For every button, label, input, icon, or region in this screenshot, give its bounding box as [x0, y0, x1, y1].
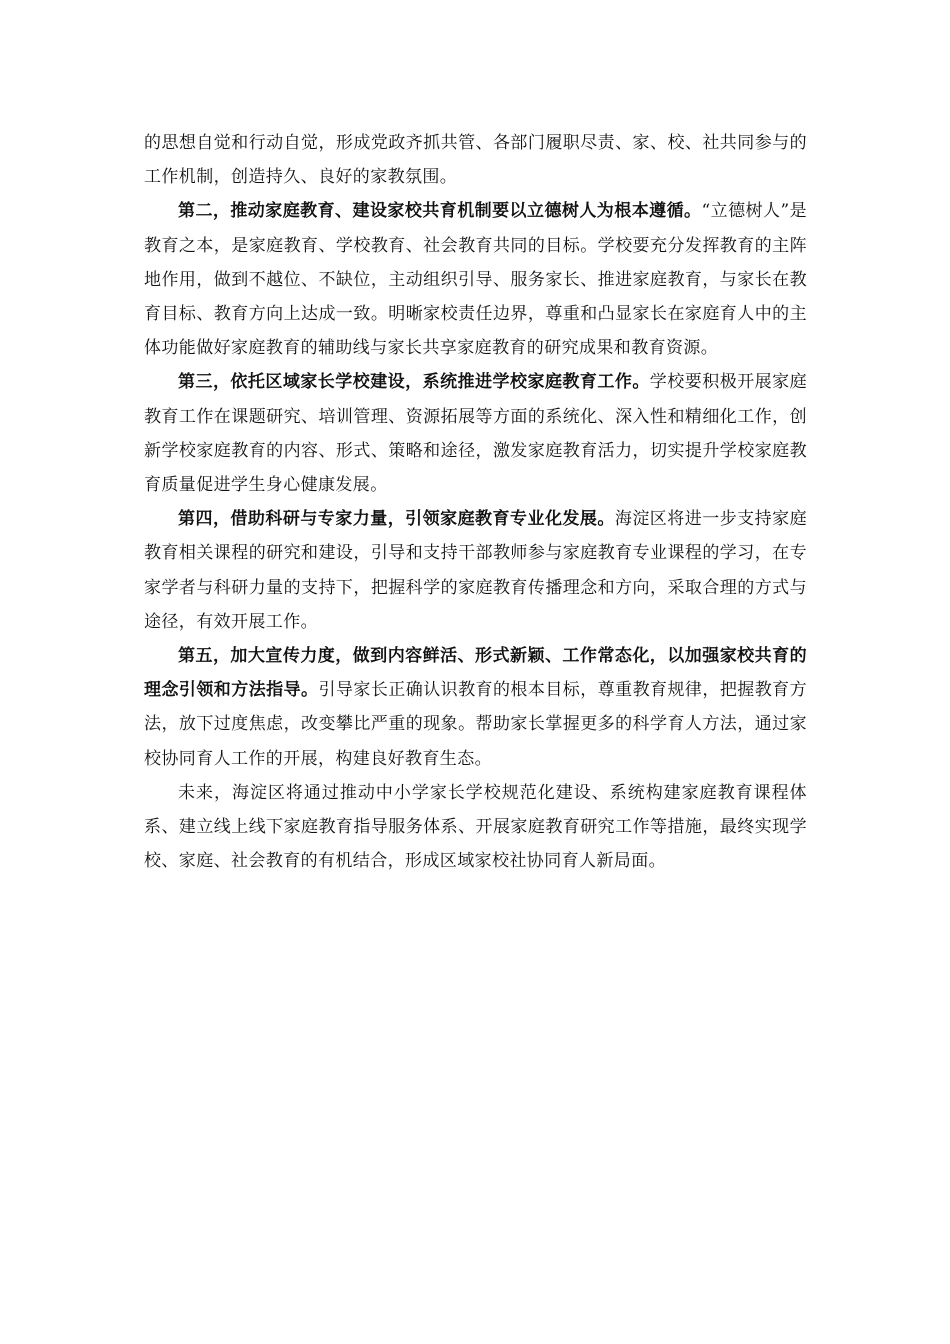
paragraph-text: 未来，海淀区将通过推动中小学家长学校规范化建设、系统构建家庭教育课程体系、建立线上线下家庭教育指导服务体系、开展家庭教育研究工作等措施，最终实现学校、家庭、社会教育的有机结合，形成区域家校社协同育人新局面。 [144, 782, 807, 872]
paragraph-fifth-point [144, 639, 807, 776]
paragraph-continuation [144, 126, 807, 194]
paragraph-fourth-point [144, 502, 807, 639]
paragraph-lead: 第三，依托区域家长学校建设，系统推进学校家庭教育工作。 [178, 372, 650, 393]
document-page [144, 126, 807, 878]
paragraph-conclusion [144, 776, 807, 879]
paragraph-third-point [144, 365, 807, 502]
paragraph-lead: 第四，借助科研与专家力量，引领家庭教育专业化发展。 [178, 509, 615, 530]
paragraph-lead: 第二，推动家庭教育、建设家校共育机制要以立德树人为根本遵循。 [178, 201, 702, 222]
paragraph-second-point [144, 194, 807, 365]
paragraph-text: “立德树人”是教育之本，是家庭教育、学校教育、社会教育共同的目标。学校要充分发挥教育的主阵地作用，做到不越位、不缺位，主动组织引导、服务家长、推进家庭教育，与家长在教育目标、教育方向上达成一致。明晰家校责任边界，尊重和凸显家长在家庭育人中的主体功能做好家庭教育的辅助线与家长共享家庭教育的研究成果和教育资源。 [144, 201, 807, 359]
paragraph-text: 海淀区将进一步支持家庭教育相关课程的研究和建设，引导和支持干部教师参与家庭教育专业课程的学习，在专家学者与科研力量的支持下，把握科学的家庭教育传播理念和方向，采取合理的方式与途径，有效开展工作。 [144, 509, 808, 632]
paragraph-lead: 第五，加大宣传力度，做到内容鲜活、形式新颖、工作常态化，以加强家校共育的理念引领和方法指导。 [144, 646, 807, 701]
paragraph-text: 引导家长正确认识教育的根本目标，尊重教育规律，把握教育方法，放下过度焦虑，改变攀比严重的现象。帮助家长掌握更多的科学育人方法，通过家校协同育人工作的开展，构建良好教育生态。 [144, 680, 808, 769]
paragraph-text: 的思想自觉和行动自觉，形成党政齐抓共管、各部门履职尽责、家、校、社共同参与的工作机制，创造持久、良好的家教氛围。 [144, 133, 807, 188]
paragraph-text: 学校要积极开展家庭教育工作在课题研究、培训管理、资源拓展等方面的系统化、深入性和精细化工作，创新学校家庭教育的内容、形式、策略和途径，激发家庭教育活力，切实提升学校家庭教育质量促进学生身心健康发展。 [144, 372, 807, 496]
